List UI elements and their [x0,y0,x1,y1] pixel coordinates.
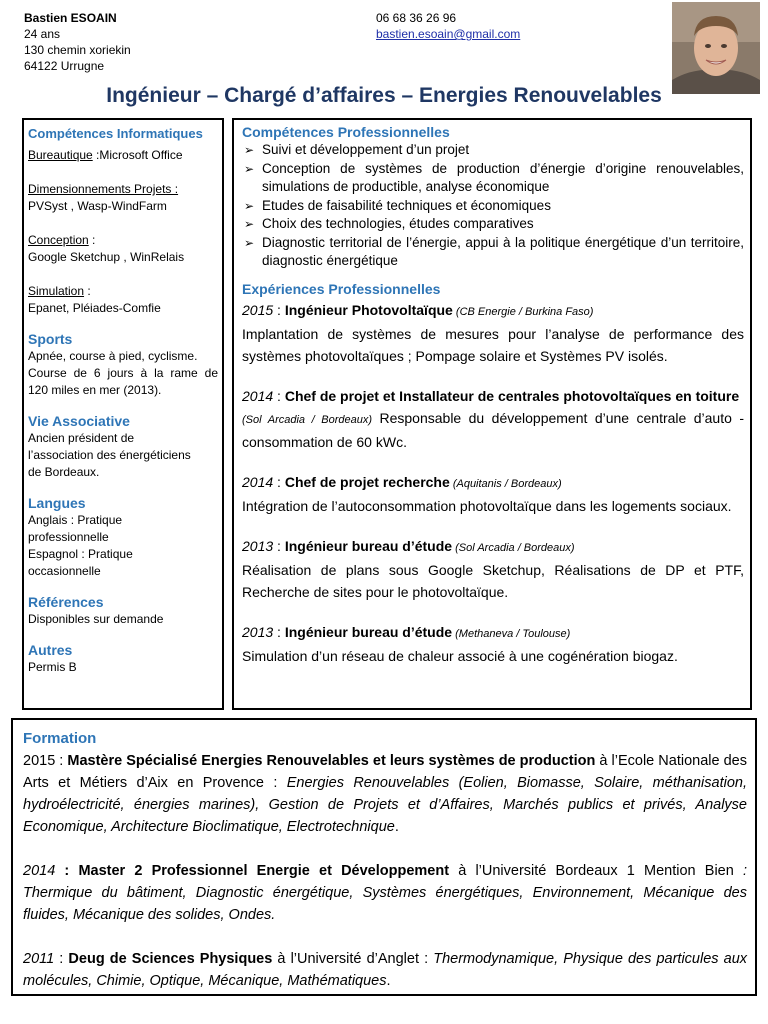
vie-associative-line: de Bordeaux. [28,465,100,479]
experience-entry [242,621,744,667]
formation-year: 2011 [23,951,55,967]
experience-sep: : [273,301,285,318]
section-formation-title: Formation [23,730,97,747]
portrait-icon [672,2,760,94]
contact-block [24,10,131,74]
autres-text: Permis B [28,660,77,674]
formation-school: à l’Ecole Nationale des Arts et Métiers d’Aix en Provence : [23,753,747,791]
experience-sep: : [273,537,285,554]
section-langues-title: Langues [28,495,86,511]
conception-value: Google Sketchup , WinRelais [28,250,185,264]
formation-topics: Energies Renouvelables (Eolien, Biomasse, Solaire, méthanisation, hydroélectricité, énergies marines), Gestion de Projets et d’Affaires, Marchés publics et privés, Analyse Economique, Architecture Bioclimatique, Electrotechnique [23,775,747,835]
experience-year: 2013 [242,537,274,554]
formation-topics: : Thermique du bâtiment, Diagnostic énergétique, Systèmes énergétiques, Environnement, Mécanique des fluides, Mécanique des solides, Ondes. [23,863,747,923]
list-item [242,160,744,197]
competence-text: Diagnostic territorial de l’énergie, appui à la politique énergétique d’un territoire, diagnostic énergétique [262,234,744,268]
left-column [22,118,224,710]
experience-desc: Implantation de systèmes de mesures pour l’analyse de performance des systèmes photovoltaïques ; Pompage solaire et Systèmes PV isolés. [242,325,744,364]
formation-school: à l’Université d’Anglet : [272,951,434,967]
experience-role: Ingénieur bureau d’étude [284,623,453,640]
experience-role: Chef de projet et Installateur de centrales photovoltaïques en toiture [284,387,740,404]
simulation-label: Simulation [28,284,85,298]
arrow-bullet-icon: ➢ [244,143,255,157]
experience-role: Ingénieur Photovoltaïque [284,301,453,318]
list-item [242,215,744,234]
formation-school: à l’Université Bordeaux 1 Mention Bien [449,863,743,879]
experience-role: Ingénieur bureau d’étude [284,537,453,554]
references-text: Disponibles sur demande [28,612,164,626]
section-competences-pro-title: Compétences Professionnelles [242,124,450,140]
sports-line: Apnée, course à pied, cyclisme. [28,349,198,363]
formation-entry [23,948,747,992]
experience-desc: Responsable du développement d’une centrale d’auto - consommation de 60 kWc. [242,409,744,450]
vie-associative-line: l’association des énergéticiens [28,448,191,462]
competence-text: Choix des technologies, études comparatives [262,216,534,231]
conception-label: Conception [28,233,89,247]
arrow-bullet-icon: ➢ [244,217,255,231]
formation-entry [23,750,747,838]
arrow-bullet-icon: ➢ [244,235,255,250]
list-item [242,141,744,160]
phone-number: 06 68 36 26 96 [376,11,457,25]
langues-line: occasionnelle [28,564,101,578]
langues-line: Espagnol : Pratique [28,547,133,561]
formation-topics: Thermodynamique, Physique des particules aux molécules, Chimie, Optique, Mécanique, Mathématiques [23,951,748,989]
page-title: Ingénieur – Chargé d’affaires – Energies Renouvelables [106,84,662,107]
formation-sep: : [55,753,68,769]
sports-line: Course de 6 jours à la rame de [28,366,218,380]
experience-year: 2014 [242,387,274,404]
formation-box [11,718,757,996]
section-references-title: Références [28,594,104,610]
simulation-value: Epanet, Pléiades-Comfie [28,301,161,315]
sports-line: 120 miles en mer (2013). [28,383,162,397]
langues-line: Anglais : Pratique [28,513,123,527]
competence-text: Suivi et développement d’un projet [262,142,470,157]
email-link[interactable]: bastien.esoain@gmail.com [376,27,521,41]
dimensionnement-value: PVSyst , Wasp-WindFarm [28,199,167,213]
formation-sep: : [55,863,79,879]
formation-degree: Master 2 Professionnel Energie et Développement [78,863,450,879]
experience-company: (Aquitanis / Bordeaux) [449,477,562,490]
formation-year: 2015 [23,753,56,769]
formation-entry [23,860,747,926]
experience-entry [242,385,744,453]
section-vie-associative-title: Vie Associative [28,413,130,429]
dimensionnement-label: Dimensionnements Projets : [28,182,179,196]
formation-end: . [394,819,399,835]
experience-company: (CB Energie / Burkina Faso) [452,305,594,318]
bureautique-label: Bureautique [28,148,93,162]
simulation-sep: : [84,284,91,298]
address-street: 130 chemin xoriekin [24,43,131,57]
experience-desc: Réalisation de plans sous Google Sketchup, Réalisations de DP et PTF, Recherche de sites pour le photovoltaïque. [242,561,744,600]
experience-entry [242,471,744,517]
formation-year: 2014 [23,863,56,879]
section-autres-title: Autres [28,642,73,658]
portrait-photo [672,2,760,94]
candidate-age: 24 ans [24,27,61,41]
experience-entry [242,299,744,367]
experience-company: (Methaneva / Toulouse) [452,627,571,640]
right-column [232,118,752,710]
formation-degree: Mastère Spécialisé Energies Renouvelables et leurs systèmes de production [67,753,596,769]
formation-sep: : [54,951,69,967]
contact-right [376,10,520,42]
experience-year: 2015 [242,301,274,318]
bureautique-value: :Microsoft Office [92,148,183,162]
experience-company: (Sol Arcadia / Bordeaux) [242,413,373,426]
competence-text: Etudes de faisabilité techniques et économiques [262,197,551,213]
conception-sep: : [88,233,96,247]
experience-sep: : [273,623,285,640]
experience-desc: Simulation d’un réseau de chaleur associé à une cogénération biogaz. [242,647,678,664]
experience-sep: : [273,387,285,404]
competences-list [242,141,744,271]
experience-company: (Sol Arcadia / Bordeaux) [452,541,575,554]
competence-text: Conception de systèmes de production d’énergie d’origine renouvelables, simulations de productible, analyse économique [262,160,744,194]
experience-sep: : [273,473,285,490]
formation-degree: Deug de Sciences Physiques [68,951,273,967]
formation-end: . [386,973,391,989]
arrow-bullet-icon: ➢ [244,161,255,176]
candidate-name: Bastien ESOAIN [24,11,117,25]
list-item [242,234,744,271]
experience-entry [242,535,744,603]
experience-role: Chef de projet recherche [284,473,450,490]
section-informatique-title: Compétences Informatiques [28,126,203,141]
langues-line: professionnelle [28,530,109,544]
experience-desc: Intégration de l’autoconsommation photovoltaïque dans les logements sociaux. [242,497,732,514]
list-item [242,197,744,216]
address-city: 64122 Urrugne [24,59,105,73]
section-sports-title: Sports [28,331,73,347]
experience-year: 2013 [242,623,274,640]
experience-year: 2014 [242,473,274,490]
arrow-bullet-icon: ➢ [244,198,255,213]
vie-associative-line: Ancien président de [28,431,135,445]
section-experiences-title: Expériences Professionnelles [242,280,441,297]
